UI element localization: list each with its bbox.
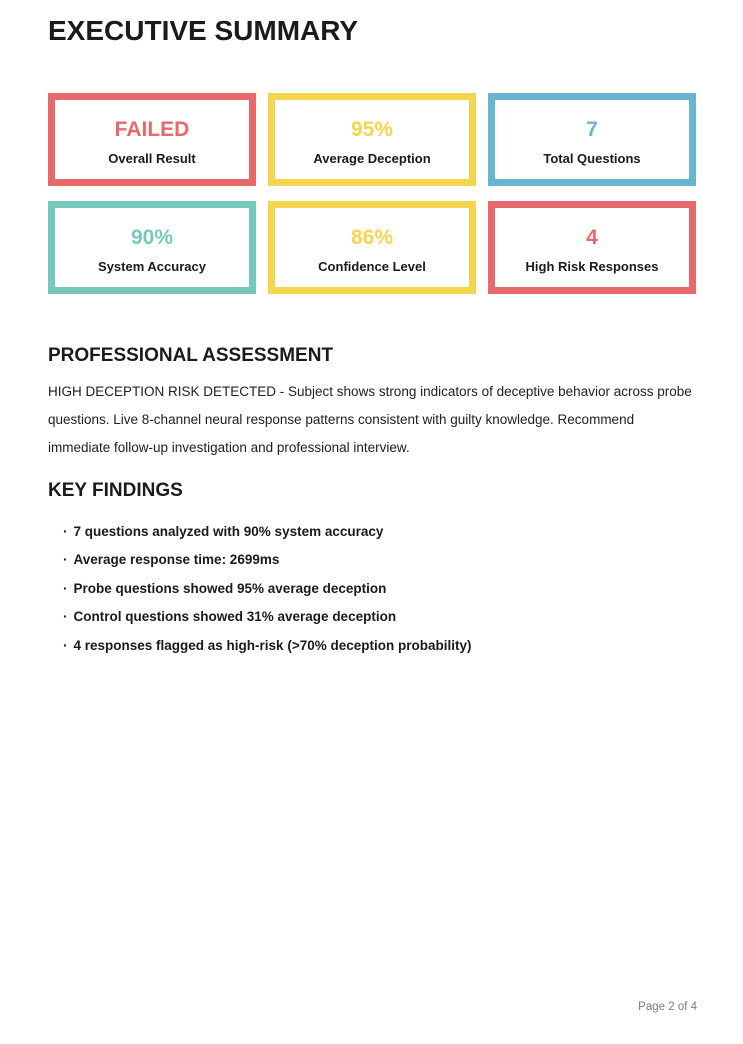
stat-card-total-questions	[488, 93, 696, 186]
key-finding-item: · Average response time: 2699ms	[63, 546, 700, 574]
stat-label: System Accuracy	[98, 259, 206, 274]
key-finding-item: · 4 responses flagged as high-risk (>70% deception probability)	[63, 632, 700, 660]
key-finding-item: · 7 questions analyzed with 90% system accuracy	[63, 518, 700, 546]
professional-assessment-section	[48, 346, 700, 462]
stat-card-high-risk-responses	[488, 201, 696, 294]
key-finding-item: · Probe questions showed 95% average deception	[63, 575, 700, 603]
key-finding-item: · Control questions showed 31% average deception	[63, 603, 700, 631]
page-number: Page 2 of 4	[638, 1001, 697, 1013]
stat-value: FAILED	[114, 118, 190, 141]
key-findings-list	[48, 518, 700, 660]
stat-label: Total Questions	[543, 151, 641, 166]
stat-label: Confidence Level	[318, 259, 426, 274]
key-findings-heading: KEY FINDINGS	[48, 480, 183, 501]
professional-assessment-body: HIGH DECEPTION RISK DETECTED - Subject shows strong indicators of deceptive behavior across probe questions. Live 8-channel neural response patterns consistent with guilty knowledge. Recommend immediate follow-up investigation and professional interview.	[48, 384, 692, 455]
stat-value: 7	[586, 118, 598, 141]
professional-assessment-heading: PROFESSIONAL ASSESSMENT	[48, 345, 334, 366]
stat-card-overall-result	[48, 93, 256, 186]
page-title: EXECUTIVE SUMMARY	[48, 15, 359, 46]
stat-value: 86%	[350, 226, 394, 249]
stat-card-system-accuracy	[48, 201, 256, 294]
key-findings-section	[48, 481, 700, 660]
summary-stat-grid	[48, 93, 696, 294]
stat-label: Average Deception	[313, 151, 431, 166]
stat-value: 90%	[130, 226, 174, 249]
stat-label: High Risk Responses	[525, 259, 659, 274]
stat-value: 95%	[350, 118, 394, 141]
stat-card-average-deception	[268, 93, 476, 186]
stat-label: Overall Result	[108, 151, 196, 166]
stat-value: 4	[586, 226, 598, 249]
stat-card-confidence-level	[268, 201, 476, 294]
